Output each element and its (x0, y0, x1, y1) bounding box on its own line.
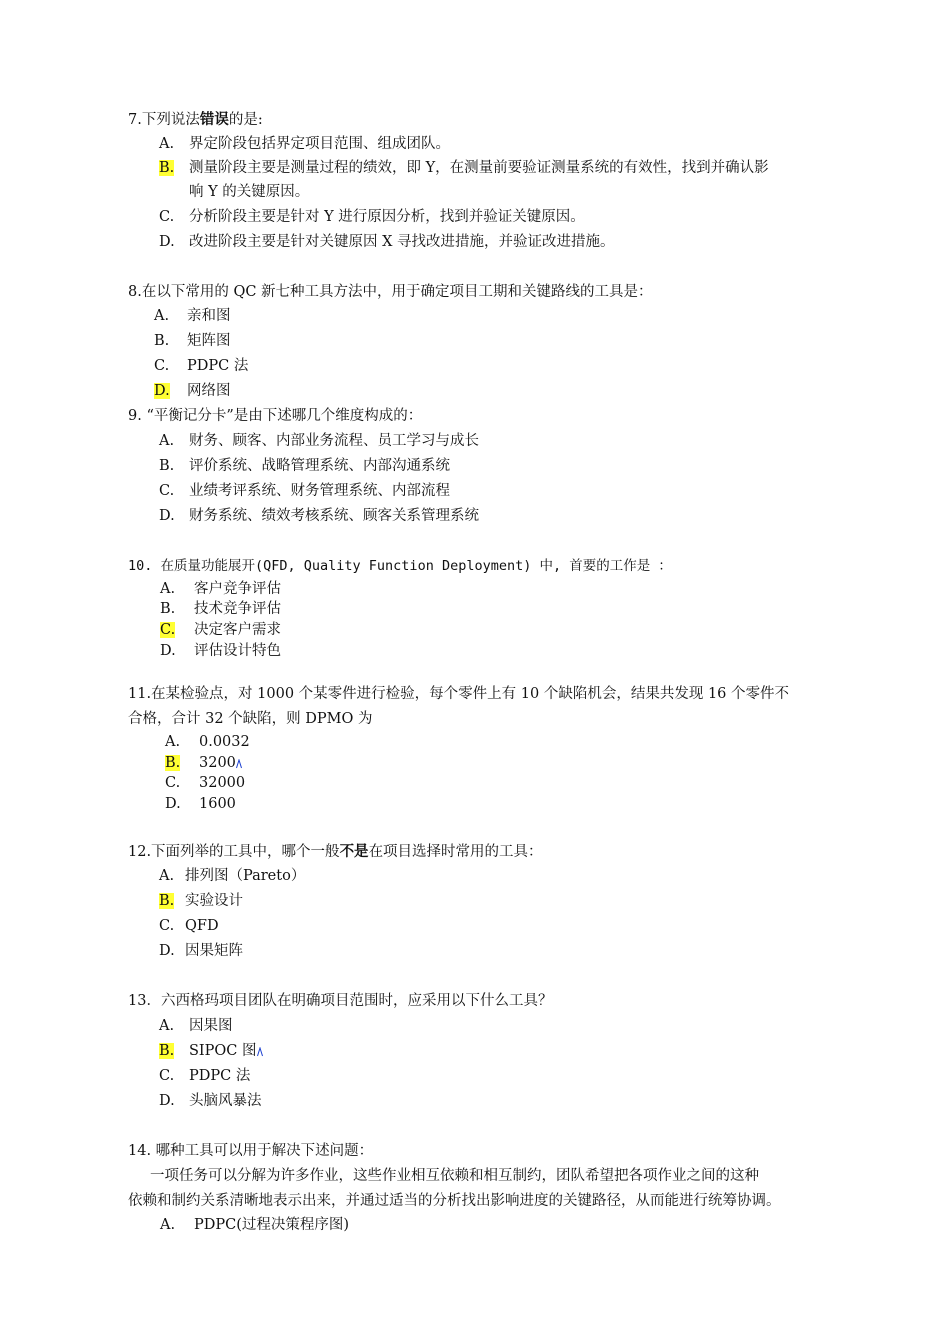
option-text: SIPOC 图 (189, 1043, 257, 1059)
option-text: PDPC(过程决策程序图) (194, 1217, 350, 1233)
option-letter: A. (159, 868, 175, 884)
question-13-option-a (159, 1016, 233, 1036)
question-13-title: 13．六西格玛项目团队在明确项目范围时，应采用以下什么工具？ (128, 993, 553, 1009)
question-12-title-suffix: 在项目选择时常用的工具： (368, 844, 543, 860)
question-12-title (128, 842, 543, 862)
question-12-title-bold: 不是 (339, 844, 369, 860)
question-8-title: 8.在以下常用的 QC 新七种工具方法中，用于确定项目工期和关键路线的工具是： (128, 284, 653, 300)
option-letter: A. (160, 1217, 176, 1233)
question-7-option-c (159, 207, 585, 227)
option-letter-highlighted: B. (159, 160, 175, 176)
option-letter: C. (159, 483, 175, 499)
question-10-option-a (160, 579, 281, 599)
option-letter: D. (159, 1093, 175, 1109)
option-text: 技术竞争评估 (194, 601, 281, 617)
option-letter: D. (160, 643, 176, 659)
question-7-title-prefix: 7.下列说法 (128, 112, 200, 128)
option-letter: D. (159, 508, 175, 524)
option-letter: D. (165, 796, 181, 812)
question-11-option-a (165, 732, 250, 752)
option-text: 3200 (199, 755, 236, 771)
option-text: 业绩考评系统、财务管理系统、内部流程 (189, 483, 450, 499)
option-text: 因果图 (189, 1018, 233, 1034)
option-text: 界定阶段包括界定项目范围、组成团队。 (189, 136, 450, 152)
question-10-option-d (160, 641, 281, 661)
option-text: 亲和图 (187, 308, 231, 324)
question-10-title: 10. 在质量功能展开(QFD, Quality Function Deployment) 中, 首要的工作是 ： (128, 558, 672, 574)
option-letter: C. (154, 358, 170, 374)
question-9-option-a (159, 431, 479, 451)
option-text: 评价系统、战略管理系统、内部沟通系统 (189, 458, 450, 474)
option-text: 分析阶段主要是针对 Y 进行原因分析，找到并验证关键原因。 (189, 209, 585, 225)
question-12-title-prefix: 12.下面列举的工具中，哪个一般 (128, 844, 340, 860)
edit-caret-icon (257, 1047, 263, 1057)
question-12-option-c (159, 916, 219, 936)
option-text: 财务、顾客、内部业务流程、员工学习与成长 (189, 433, 479, 449)
option-letter: D. (159, 943, 175, 959)
question-10-option-c (160, 620, 281, 640)
question-7-option-a (159, 134, 450, 154)
option-text: 矩阵图 (187, 333, 231, 349)
option-text: 网络图 (187, 383, 231, 399)
option-text: 排列图（Pareto） (185, 868, 306, 884)
option-text: PDPC 法 (189, 1068, 251, 1084)
option-letter-highlighted: B. (159, 1043, 175, 1059)
question-11-title-cont: 合格，合计 32 个缺陷，则 DPMO 为 (128, 711, 373, 727)
question-12-option-b (159, 891, 243, 911)
option-text: 1600 (199, 796, 236, 812)
option-letter: B. (159, 458, 175, 474)
option-letter: B. (154, 333, 170, 349)
question-8-option-b (154, 331, 231, 351)
question-8-option-c (154, 356, 248, 376)
option-letter: C. (159, 209, 175, 225)
question-8-option-a (154, 306, 231, 326)
option-text: 改进阶段主要是针对关键原因 X 寻找改进措施，并验证改进措施。 (189, 234, 615, 250)
question-11-option-c (165, 773, 245, 793)
question-14-option-a (160, 1215, 349, 1235)
option-letter: C. (159, 918, 175, 934)
option-letter: A. (165, 734, 181, 750)
option-text: PDPC 法 (187, 358, 249, 374)
option-letter: A. (160, 581, 176, 597)
question-13-option-b (159, 1041, 263, 1061)
option-text: 32000 (199, 775, 246, 791)
question-7-option-d (159, 232, 615, 252)
question-11-option-b (165, 753, 242, 773)
question-7-title (128, 110, 263, 130)
question-9-option-d (159, 506, 479, 526)
question-8-option-d (154, 381, 231, 401)
option-text-continued: 响 Y 的关键原因。 (189, 184, 310, 200)
question-11-option-d (165, 794, 236, 814)
option-text: 0.0032 (199, 734, 250, 750)
question-7-title-bold: 错误 (199, 112, 229, 128)
question-10-option-b (160, 599, 281, 619)
option-letter-highlighted: D. (154, 383, 170, 399)
option-letter-highlighted: B. (165, 755, 181, 771)
option-letter: B. (160, 601, 176, 617)
option-letter: C. (165, 775, 181, 791)
question-13-option-c (159, 1066, 250, 1086)
option-text: 因果矩阵 (185, 943, 243, 959)
option-text: 客户竞争评估 (194, 581, 281, 597)
option-letter: A. (159, 433, 175, 449)
question-7-title-suffix: 的是: (228, 112, 263, 128)
question-11-title: 11.在某检验点，对 1000 个某零件进行检验，每个零件上有 10 个缺陷机会，结果共发现 16 个零件不 (128, 686, 790, 702)
question-12-option-a (159, 866, 305, 886)
option-text: QFD (185, 918, 219, 934)
question-14-paragraph-line-2: 依赖和制约关系清晰地表示出来，并通过适当的分析找出影响进度的关键路径，从而能进行统筹协调。 (128, 1193, 781, 1209)
option-text: 财务系统、绩效考核系统、顾客关系管理系统 (189, 508, 479, 524)
option-letter: D. (159, 234, 175, 250)
option-letter: A. (159, 136, 175, 152)
question-13-option-d (159, 1091, 262, 1111)
edit-caret-icon (236, 759, 242, 769)
question-9-option-b (159, 456, 450, 476)
option-text: 实验设计 (185, 893, 243, 909)
option-letter-highlighted: C. (160, 622, 176, 638)
option-letter-highlighted: B. (159, 893, 175, 909)
option-letter: A. (159, 1018, 175, 1034)
question-9-option-c (159, 481, 450, 501)
question-7-option-b-cont (189, 182, 309, 202)
option-text: 决定客户需求 (194, 622, 281, 638)
option-letter: C. (159, 1068, 175, 1084)
option-text: 测量阶段主要是测量过程的绩效，即 Y，在测量前要验证测量系统的有效性，找到并确认影 (189, 160, 769, 176)
question-9-title: 9. “平衡记分卡”是由下述哪几个维度构成的： (128, 408, 423, 424)
option-text: 头脑风暴法 (189, 1093, 262, 1109)
question-12-option-d (159, 941, 243, 961)
question-14-paragraph-line-1: 一项任务可以分解为许多作业，这些作业相互依赖和相互制约，团队希望把各项作业之间的这种 (150, 1168, 759, 1184)
option-letter: A. (154, 308, 170, 324)
question-7-option-b (159, 158, 769, 178)
option-text: 评估设计特色 (194, 643, 281, 659)
question-14-title: 14. 哪种工具可以用于解决下述问题： (128, 1143, 374, 1159)
